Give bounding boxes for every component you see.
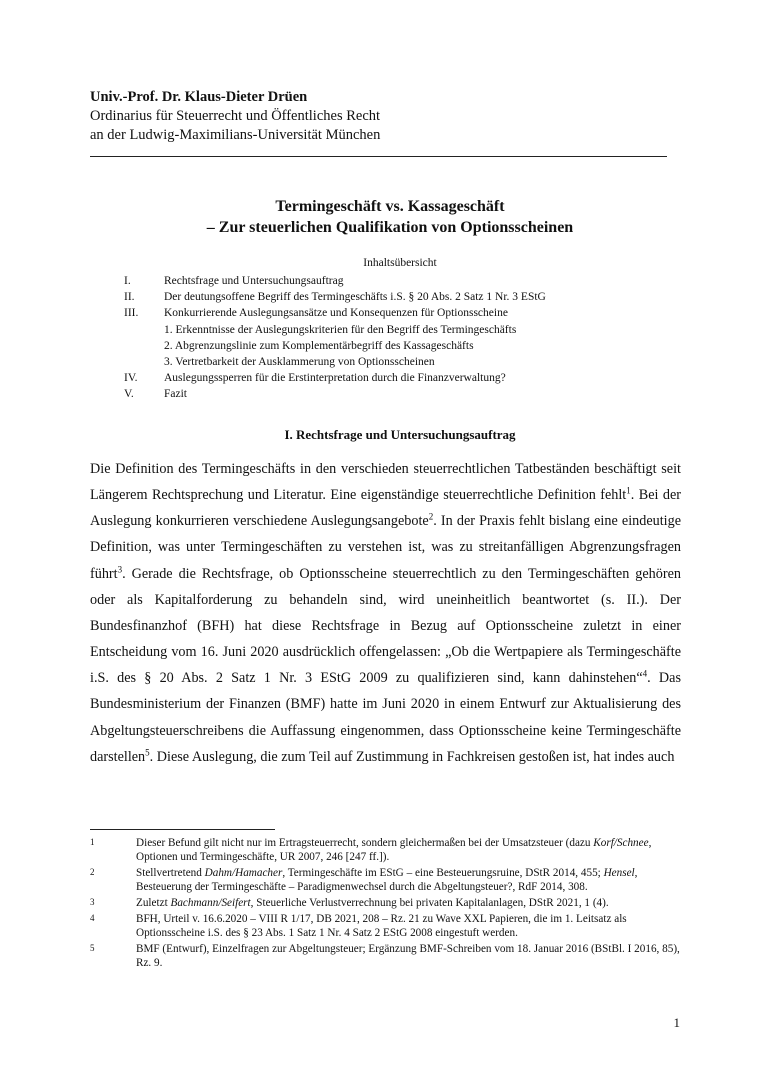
- footnote-number: 1: [90, 837, 95, 847]
- toc-item-number: V.: [124, 388, 134, 401]
- toc-item: [124, 386, 684, 402]
- toc-item: [124, 273, 684, 289]
- footnote-text: [136, 836, 681, 865]
- footnote-text-segment: , Steuerliche Verlustverrechnung bei privaten Kapitalanlagen, DStR 2021, 1 (4).: [250, 897, 609, 910]
- footnotes: [90, 836, 681, 972]
- footnote-reference[interactable]: 4: [642, 668, 648, 679]
- footnote: [90, 836, 681, 865]
- toc-item: [124, 305, 684, 321]
- footnote: [90, 912, 681, 941]
- footnote-number: 4: [90, 912, 95, 923]
- footnote: [90, 942, 681, 971]
- toc-item-text: Auslegungssperren für die Erstinterpretation durch die Finanzverwaltung?: [164, 372, 506, 385]
- section-heading: I. Rechtsfrage und Untersuchungsauftrag: [284, 427, 516, 442]
- footnote-author: Hensel: [603, 867, 635, 880]
- toc-item-text: Fazit: [164, 388, 187, 401]
- footnote-reference[interactable]: 2: [428, 511, 434, 522]
- footnote: [90, 866, 681, 895]
- author-block: [90, 88, 670, 145]
- footnote-text-segment: , Termingeschäfte im EStG – eine Besteuerungsruine, DStR 2014, 455;: [282, 867, 604, 880]
- toc-item-text: Der deutungsoffene Begriff des Termingeschäfts i.S. § 20 Abs. 2 Satz 1 Nr. 3 EStG: [164, 291, 546, 304]
- toc-subitem: 1. Erkenntnisse der Auslegungskriterien für den Begriff des Termingeschäfts: [164, 323, 517, 336]
- footnote-text: BFH, Urteil v. 16.6.2020 – VIII R 1/17, DB 2021, 208 – Rz. 21 zu Wave XXL Papieren, die im 1. Leitsatz als Optionsscheine i.S. des § 23 Abs. 1 Satz 1 Nr. 4 Satz 2 EStG 2008 eingestuft werden.: [136, 912, 627, 940]
- body-text-segment: . Gerade die Rechtsfrage, ob Optionsscheine steuerrechtlich zu den Termingeschäften gehören oder als Kapitalforderung zu behandeln sind, wird uneinheitlich beantwortet (s. II.). Der Bundesfinanzhof (BFH) hat diese Rechtsfrage in Bezug auf Optionsscheine zuletzt in einer Entscheidung vom 16. Juni 2020 ausdrücklich offengelassen: „Ob die Wertpapiere als Termingeschäfte i.S. des § 20 Abs. 2 Satz 1 Nr. 3 EStG 2009 zu qualifizieren sind, kann dahinstehen“: [90, 565, 681, 687]
- footnote-text-segment: Stellvertretend: [136, 867, 205, 880]
- table-of-contents: [124, 273, 684, 403]
- footnote-number: 3: [90, 897, 95, 908]
- body-text-segment: . In der Praxis fehlt bislang eine eindeutige Definition, was unter Termingeschäften zu verstehen ist, was zu streitanfälligen Abgrenzungsfragen führt: [90, 513, 681, 582]
- footnote-text-segment: , Optionen und Termingeschäfte, UR 2007, 246 [247 ff.]).: [136, 837, 652, 864]
- footnote-author: Korf/Schnee: [593, 837, 649, 849]
- toc-item: [124, 370, 684, 386]
- body-text-segment: Die Definition des Termingeschäfts in den verschieden steuerrechtlichen Tatbeständen beschäftigt seit Längerem Rechtsprechung und Literatur. Eine eigenständige steuerrechtliche Definition fehlt: [90, 461, 681, 504]
- footnote-divider: [90, 829, 275, 830]
- toc-heading: Inhaltsübersicht: [363, 257, 437, 269]
- footnote-text: [136, 866, 681, 895]
- title-line-1: Termingeschäft vs. Kassageschäft: [275, 198, 505, 215]
- footnote-text-segment: Dieser Befund gilt nicht nur im Ertragsteuerrecht, sondern gleichermaßen bei der Umsatzsteuer (dazu: [136, 837, 594, 849]
- body-text-segment: . Diese Auslegung, die zum Teil auf Zustimmung in Fachkreisen gestoßen ist, hat indes auch: [149, 748, 675, 765]
- author-position: Ordinarius für Steuerrecht und Öffentliches Recht: [90, 108, 381, 124]
- footnote-text-segment: Zuletzt: [136, 897, 171, 910]
- toc-item-text: Konkurrierende Auslegungsansätze und Konsequenzen für Optionsscheine: [164, 307, 508, 320]
- page-number: 1: [673, 1015, 680, 1030]
- footnote-reference[interactable]: 5: [145, 746, 150, 757]
- toc-subitem: 2. Abgrenzungslinie zum Komplementärbegriff des Kassageschäfts: [164, 339, 474, 352]
- body-text-segment: . Das Bundesministerium der Finanzen (BMF) hatte im Juni 2020 in einem Entwurf zur Aktualisierung des Abgeltungsteuerschreibens die Auffassung eingenommen, dass Optionsscheine keine Termingeschäfte darstellen: [90, 670, 681, 765]
- body-paragraph: [90, 456, 681, 770]
- title-line-2: – Zur steuerlichen Qualifikation von Optionsscheinen: [206, 219, 574, 236]
- footnote-reference[interactable]: 1: [626, 485, 631, 496]
- toc-item-text: Rechtsfrage und Untersuchungsauftrag: [164, 275, 344, 287]
- toc-subitem: 3. Vertretbarkeit der Ausklammerung von Optionsscheinen: [164, 356, 435, 369]
- footnote-text-segment: , Besteuerung der Termingeschäfte – Paradigmenwechsel durch die Abgeltungsteuer?, RdF 2014, 308.: [136, 867, 638, 894]
- toc-item-number: IV.: [124, 372, 138, 385]
- footnote-number: 2: [90, 867, 95, 878]
- footnote-author: Dahm/Hamacher: [204, 867, 283, 880]
- footnote: [90, 896, 681, 910]
- toc-item: [124, 289, 684, 305]
- author-name: Univ.-Prof. Dr. Klaus-Dieter Drüen: [90, 89, 308, 105]
- footnote-author: Bachmann/Seifert: [170, 897, 251, 910]
- footnote-text: [136, 896, 681, 910]
- body-text-segment: . Bei der Auslegung konkurrieren verschiedene Auslegungsangebote: [90, 487, 681, 530]
- author-divider: [90, 156, 667, 157]
- toc-item-number: I.: [124, 275, 131, 287]
- toc-item-number: III.: [124, 307, 139, 320]
- document-title: [90, 196, 690, 238]
- author-affiliation: an der Ludwig-Maximilians-Universität München: [90, 127, 381, 143]
- footnote-text: BMF (Entwurf), Einzelfragen zur Abgeltungsteuer; Ergänzung BMF-Schreiben vom 18. Januar 2016 (BStBl. I 2016, 85), Rz. 9.: [136, 943, 680, 970]
- footnote-reference[interactable]: 3: [117, 563, 123, 574]
- toc-item-number: II.: [124, 291, 135, 304]
- footnote-number: 5: [90, 943, 95, 954]
